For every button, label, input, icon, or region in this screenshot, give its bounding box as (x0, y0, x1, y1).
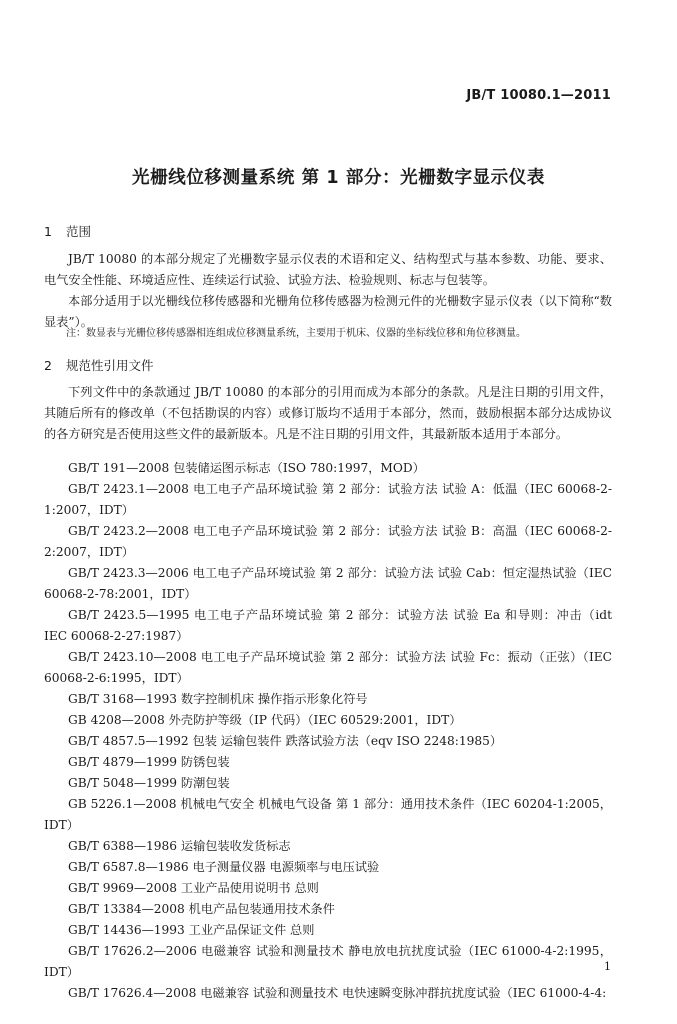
reference-item: GB/T 2423.3—2006 电工电子产品环境试验 第 2 部分：试验方法 试验 Cab：恒定湿热试验（IEC 60068-2-78:2001，IDT） (44, 566, 612, 601)
section-1-title: 范围 (66, 224, 92, 239)
reference-item: GB 5226.1—2008 机械电气安全 机械电气设备 第 1 部分：通用技术条件（IEC 60204-1:2005，IDT） (44, 797, 612, 832)
section-2-title: 规范性引用文件 (66, 358, 154, 373)
reference-item: GB/T 13384—2008 机电产品包装通用技术条件 (68, 902, 335, 916)
section-2-number: 2 (44, 358, 52, 373)
section-1-paragraph-1: JB/T 10080 的本部分规定了光栅数字显示仪表的术语和定义、结构型式与基本参数、功能、要求、电气安全性能、环境适应性、连续运行试验、试验方法、检验规则、标志与包装等。 (44, 252, 612, 287)
reference-item: GB/T 6587.8—1986 电子测量仪器 电源频率与电压试验 (68, 860, 380, 874)
reference-item: GB/T 191—2008 包装储运图示标志（ISO 780:1997，MOD） (68, 461, 425, 475)
section-1-number: 1 (44, 224, 52, 239)
document-title: 光栅线位移测量系统 第 1 部分：光栅数字显示仪表 (132, 168, 545, 188)
reference-item: GB/T 2423.10—2008 电工电子产品环境试验 第 2 部分：试验方法 试验 Fc：振动（正弦）（IEC 60068-2-6:1995，IDT） (44, 650, 612, 685)
reference-item: GB/T 2423.2—2008 电工电子产品环境试验 第 2 部分：试验方法 试验 B：高温（IEC 60068-2-2:2007，IDT） (44, 524, 612, 559)
standard-code-header: JB/T 10080.1—2011 (466, 88, 611, 103)
section-1-paragraph-2: 本部分适用于以光栅线位移传感器和光栅角位移传感器为检测元件的光栅数字显示仪表（以下简称“数显表”）。 (44, 294, 612, 329)
reference-item: GB/T 17626.4—2008 电磁兼容 试验和测量技术 电快速瞬变脉冲群抗扰度试验（IEC 61000-4-4: (68, 986, 607, 1000)
reference-list (44, 458, 612, 1004)
reference-item: GB/T 2423.1—2008 电工电子产品环境试验 第 2 部分：试验方法 试验 A：低温（IEC 60068-2-1:2007，IDT） (44, 482, 612, 517)
reference-item: GB/T 5048—1999 防潮包装 (68, 776, 230, 790)
reference-item: GB/T 4857.5—1992 包装 运输包装件 跌落试验方法（eqv ISO 2248:1985） (68, 734, 503, 748)
reference-item: GB/T 17626.2—2006 电磁兼容 试验和测量技术 静电放电抗扰度试验（IEC 61000-4-2:1995，IDT） (44, 944, 612, 979)
reference-item: GB/T 4879—1999 防锈包装 (68, 755, 230, 769)
reference-item: GB/T 14436—1993 工业产品保证文件 总则 (68, 923, 315, 937)
reference-item: GB/T 9969—2008 工业产品使用说明书 总则 (68, 881, 319, 895)
page-number: 1 (604, 960, 611, 973)
section-1-heading (44, 222, 91, 240)
reference-item: GB/T 3168—1993 数字控制机床 操作指示形象化符号 (68, 692, 368, 706)
section-2-heading (44, 356, 154, 374)
section-1-note: 注：数显表与光栅位移传感器相连组成位移测量系统，主要用于机床、仪器的坐标线位移和角位移测量。 (66, 328, 526, 339)
reference-item: GB/T 2423.5—1995 电工电子产品环境试验 第 2 部分：试验方法 试验 Ea 和导则：冲击（idt IEC 60068-2-27:1987） (44, 608, 612, 643)
reference-item: GB/T 6388—1986 运输包装收发货标志 (68, 839, 291, 853)
section-2-intro: 下列文件中的条款通过 JB/T 10080 的本部分的引用而成为本部分的条款。凡是注日期的引用文件，其随后所有的修改单（不包括勘误的内容）或修订版均不适用于本部分，然而，鼓励根据本部分达成协议的各方研究是否使用这些文件的最新版本。凡是不注日期的引用文件，其最新版本适用于本部分。 (44, 385, 612, 441)
reference-item: GB 4208—2008 外壳防护等级（IP 代码）（IEC 60529:2001，IDT） (68, 713, 462, 727)
